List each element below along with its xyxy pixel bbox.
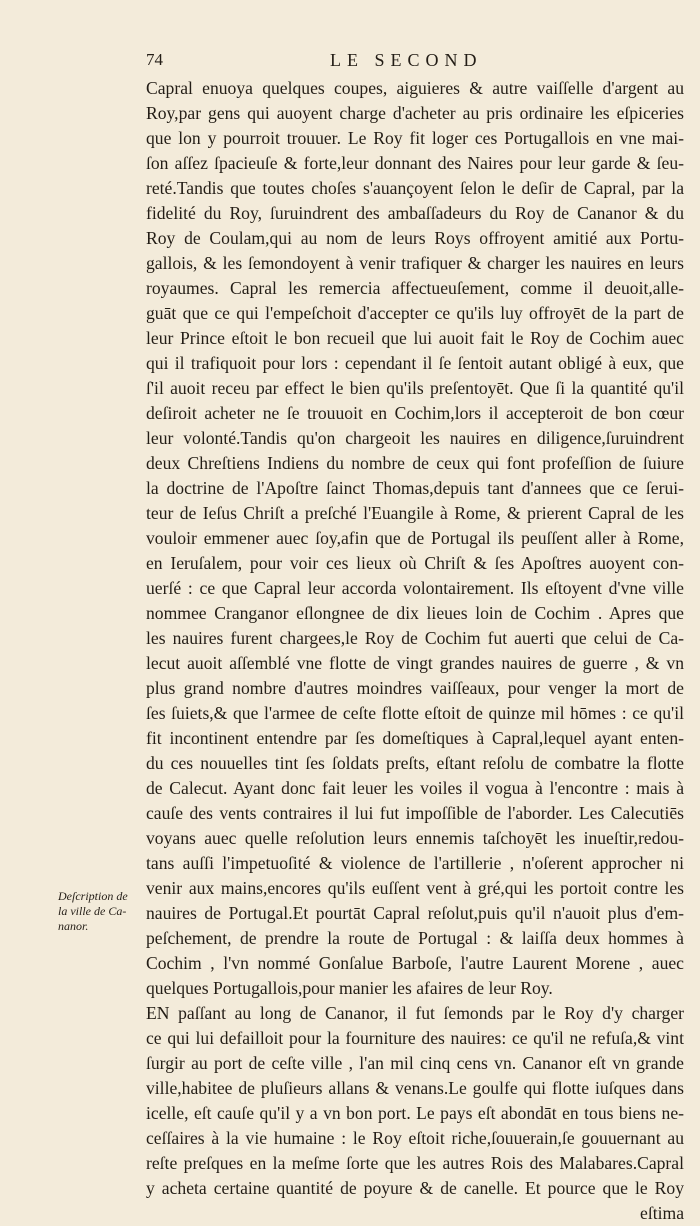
text-line: guāt que ce qui l'empeſchoit d'accepter ce qu'ils luy offroyēt de la part de xyxy=(146,303,684,323)
text-line: venir aux mains,encores qu'ils euſſent vent à gré,qui les portoit contre les xyxy=(146,878,684,898)
text-line: que lon y pourroit trouuer. Le Roy fit loger ces Portugallois en vne mai- xyxy=(146,128,684,148)
text-line: teur de Ieſus Chriſt a preſché l'Euangile à Rome, & prierent Capral de les xyxy=(146,503,684,523)
text-line: ſ'il auoit receu par effect le bien qu'ils preſentoyēt. Que ſi la quantité qu'il xyxy=(146,378,684,398)
text-line: peſchement, de prendre la route de Portugal : & laiſſa deux hommes à xyxy=(146,928,684,948)
margin-note xyxy=(58,889,140,934)
text-line: nommee Cranganor eſlongnee de dix lieues loin de Cochim . Apres que xyxy=(146,603,684,623)
text-line: Capral enuoya quelques coupes, aiguieres & autre vaiſſelle d'argent au xyxy=(146,78,684,98)
text-line: leur Prince eſtoit le bon recueil que lui auoit fait le Roy de Cochim auec xyxy=(146,328,684,348)
text-line: gallois, & les ſemondoyent à venir trafiquer & charger les nauires en leurs xyxy=(146,253,684,273)
text-line: en Ieruſalem, pour voir ces lieux où Chriſt & ſes Apoſtres auoyent con- xyxy=(146,553,684,573)
text-line: nauires de Portugal.Et pourtāt Capral reſolut,puis qu'il n'auoit plus d'em- xyxy=(146,903,684,923)
text-line: leur volonté.Tandis qu'on chargeoit les nauires en diligence,ſuruindrent xyxy=(146,428,684,448)
text-line: de Calecut. Ayant donc fait leuer les voiles il vogua à l'encontre : mais à xyxy=(146,778,684,798)
text-line: fit incontinent entendre par ſes domeſtiques à Capral,lequel ayant enten- xyxy=(146,728,684,748)
text-line: ſes ſuiets,& que l'armee de ceſte flotte eſtoit de quinze mil hōmes : ce qu'il xyxy=(146,703,684,723)
text-line: qui il trafiquoit pour lors : cependant il ſe ſentoit autant obligé à eux, que xyxy=(146,353,684,373)
text-line: Roy de Coulam,qui au nom de leurs Roys offroyent amitié aux Portu- xyxy=(146,228,684,248)
text-line: royaumes. Capral les remercia affectueuſement, comme il deuoit,alle- xyxy=(146,278,684,298)
text-line: uerſé : ce que Capral leur accorda volontairement. Ils eſtoyent d'vne ville xyxy=(146,578,684,598)
text-line: deſiroit acheter ne ſe trouuoit en Cochim,lors il accepteroit de bon cœur xyxy=(146,403,684,423)
text-line: tans auſſi l'impetuoſité & violence de l'artillerie , n'oſerent approcher ni xyxy=(146,853,684,873)
text-line: vouloir emmener auec ſoy,afin que de Portugal ils peuſſent aller à Rome, xyxy=(146,528,684,548)
text-line: icelle, eſt cauſe qu'il y a vn bon port. Le pays eſt abondāt en tous biens ne- xyxy=(146,1103,684,1123)
text-line: eſtima xyxy=(640,1203,684,1223)
text-line: plus grand nombre d'autres moindres vaiſſeaux, pour venger la mort de xyxy=(146,678,684,698)
text-line: deux Chreſtiens Indiens du nombre de ceux qui font profeſſion de ſuiure xyxy=(146,453,684,473)
text-line: y acheta certaine quantité de poyure & de canelle. Et pource que le Roy xyxy=(146,1178,684,1198)
text-line: ville,habitee de pluſieurs allans & venans.Le goulfe qui flotte iuſques dans xyxy=(146,1078,684,1098)
text-line: Cochim , l'vn nommé Gonſalue Barboſe, l'autre Laurent Morene , auec xyxy=(146,953,684,973)
text-line: Roy,par gens qui auoyent charge d'acheter au pris ordinaire les eſpiceries xyxy=(146,103,684,123)
text-line: reſte preſques en la meſme ſorte que les autres Rois des Malabares.Capral xyxy=(146,1153,684,1173)
text-line: les nauires furent chargees,le Roy de Cochim fut auerti que celui de Ca- xyxy=(146,628,684,648)
text-line: quelques Portugallois,pour manier les afaires de leur Roy. xyxy=(146,978,553,998)
page-number: 74 xyxy=(146,50,163,69)
text-line: du ces nouuelles tint ſes ſoldats preſts, eſtant reſolu de combatre la flotte xyxy=(146,753,684,773)
text-line: voyans auec quelle reſolution leurs ennemis taſchoyēt les inueſtir,redou- xyxy=(146,828,684,848)
text-line: ce qui lui defailloit pour la fourniture des nauires: ce qu'il ne refuſa,& vint xyxy=(146,1028,684,1048)
running-head: LE SECOND xyxy=(330,50,483,70)
text-line: fidelité du Roy, ſuruindrent des ambaſſadeurs du Roy de Cananor & du xyxy=(146,203,684,223)
margin-note-line: nanor. xyxy=(58,919,89,933)
margin-note-line: la ville de Ca- xyxy=(58,904,127,918)
page-header xyxy=(0,50,700,78)
body-text xyxy=(146,76,684,1226)
text-line: cauſe des vents contraires il lui fut impoſſible de l'aborder. Les Calecutiēs xyxy=(146,803,684,823)
text-line: reté.Tandis que toutes choſes s'auançoyent ſelon le deſir de Capral, par la xyxy=(146,178,684,198)
text-line: ſurgir au port de ceſte ville , l'an mil cinq cens vn. Cananor eſt vn grande xyxy=(146,1053,684,1073)
text-line: ceſſaires à la vie humaine : le Roy eſtoit riche,ſouuerain,ſe gouuernant au xyxy=(146,1128,684,1148)
text-line: EN paſſant au long de Cananor, il fut ſemonds par le Roy d'y charger xyxy=(146,1003,684,1023)
text-line: la doctrine de l'Apoſtre ſainct Thomas,depuis tant d'annees que ce ſerui- xyxy=(146,478,684,498)
text-line: ſon aſſez ſpacieuſe & forte,leur donnant des Naires pour leur garde & ſeu- xyxy=(146,153,684,173)
text-line: lecut auoit aſſemblé vne flotte de vingt grandes nauires de guerre , & vn xyxy=(146,653,684,673)
margin-note-line: Deſcription de xyxy=(58,889,128,903)
